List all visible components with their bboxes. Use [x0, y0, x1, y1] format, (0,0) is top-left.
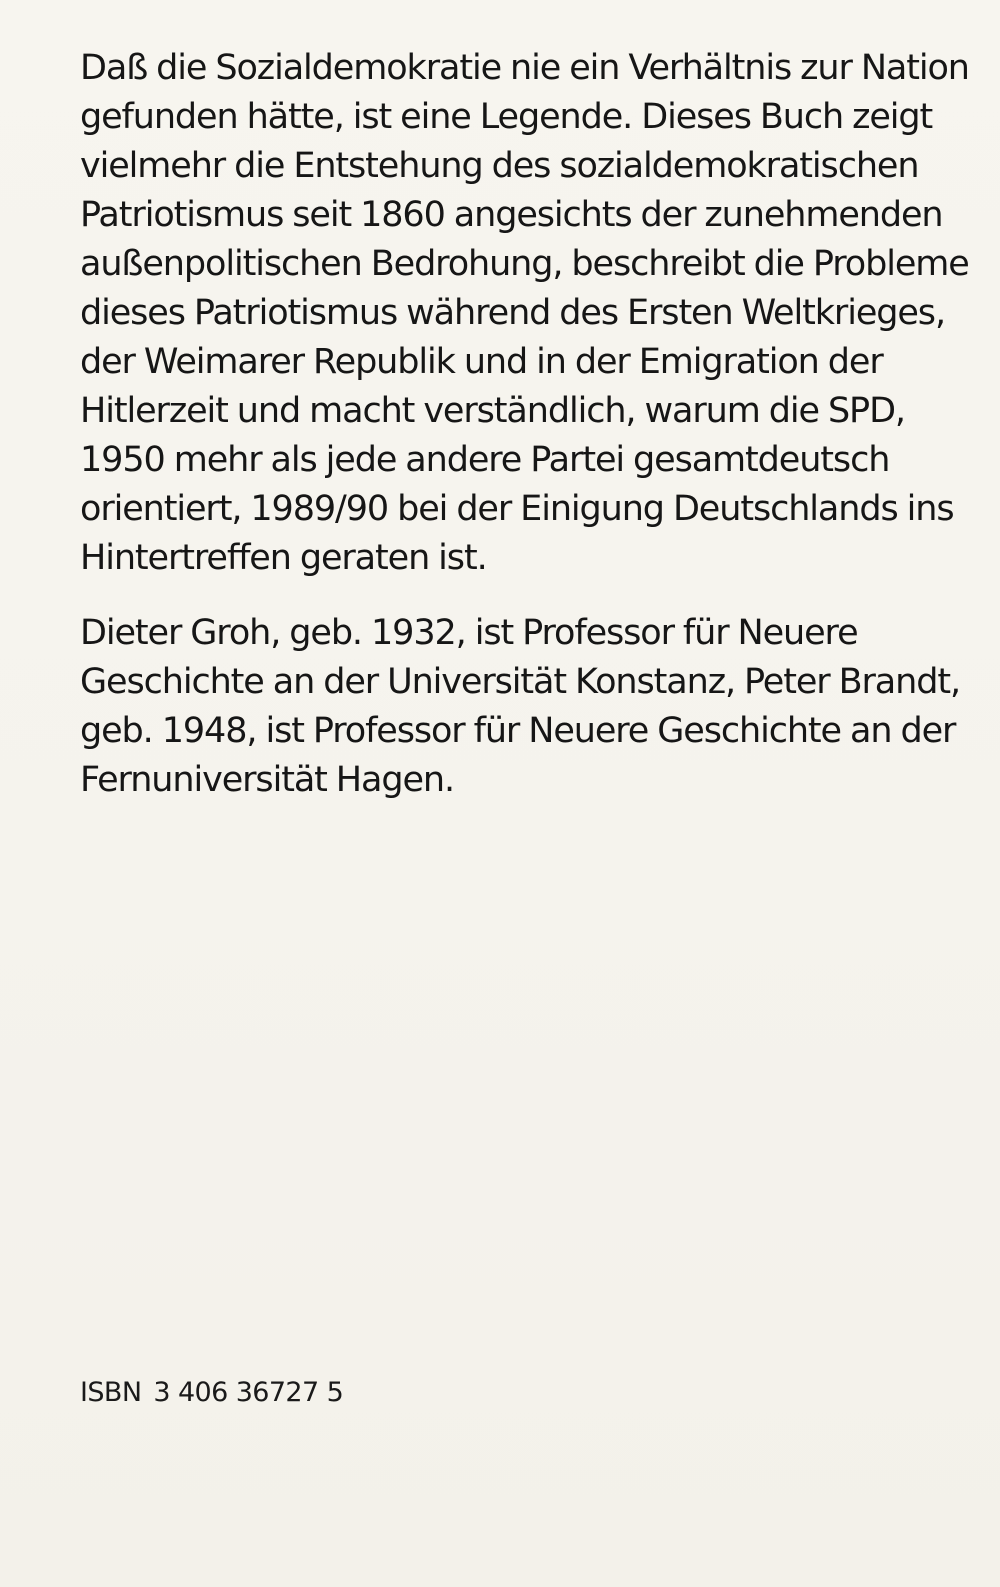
description-line-1: Daß die Sozialdemokratie nie ein Verhältnis zur Nation [80, 48, 969, 88]
description-line-6: dieses Patriotismus während des Ersten Weltkrieges, [80, 293, 945, 333]
author-bio-line-3: geb. 1948, ist Professor für Neuere Geschichte an der [80, 711, 956, 751]
author-bio-line-1: Dieter Groh, geb. 1932, ist Professor für Neuere [80, 613, 858, 653]
description-line-4: Patriotismus seit 1860 angesichts der zunehmenden [80, 195, 943, 235]
author-bio [80, 609, 960, 805]
description-line-7: der Weimarer Republik und in der Emigration der [80, 342, 883, 382]
description-line-5: außenpolitischen Bedrohung, beschreibt die Probleme [80, 244, 969, 284]
description-line-9: 1950 mehr als jede andere Partei gesamtdeutsch [80, 440, 890, 480]
description-line-10: orientiert, 1989/90 bei der Einigung Deutschlands ins [80, 489, 954, 529]
description-line-11: Hintertreffen geraten ist. [80, 538, 487, 578]
description-line-2: gefunden hätte, ist eine Legende. Dieses Buch zeigt [80, 97, 933, 137]
isbn-number: 3 406 36727 5 [153, 1377, 344, 1408]
description-line-8: Hitlerzeit und macht verständlich, warum die SPD, [80, 391, 905, 431]
isbn-label: ISBN [80, 1377, 142, 1408]
book-description [80, 44, 969, 583]
description-line-3: vielmehr die Entstehung des sozialdemokratischen [80, 146, 919, 186]
isbn-line [80, 1375, 343, 1411]
author-bio-line-4: Fernuniversität Hagen. [80, 760, 455, 800]
author-bio-line-2: Geschichte an der Universität Konstanz, Peter Brandt, [80, 662, 960, 702]
